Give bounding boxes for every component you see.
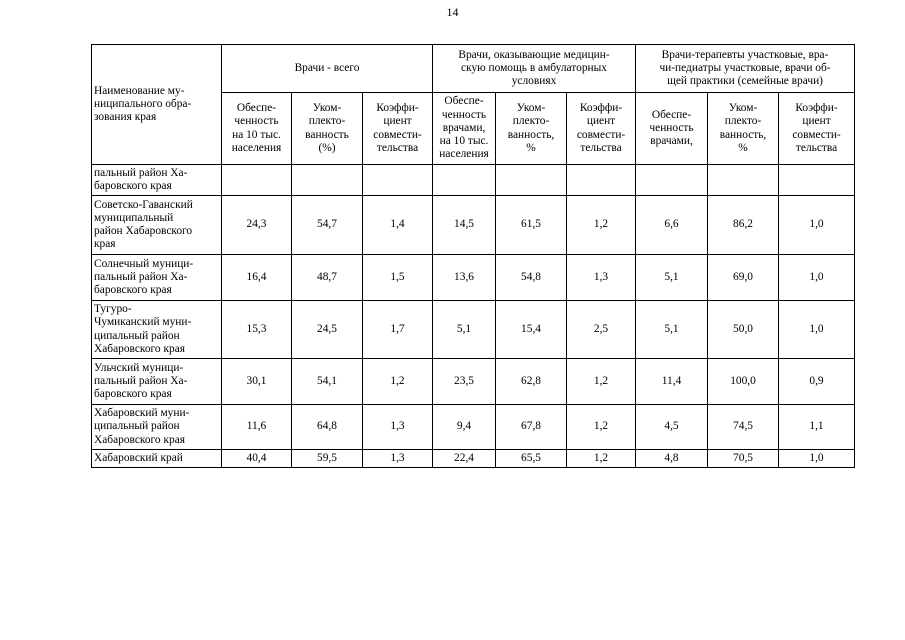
table-cell: 64,8 xyxy=(292,405,363,450)
table-cell: 15,4 xyxy=(496,301,567,359)
subheader: Уком- плекто- ванность, % xyxy=(708,93,779,165)
table-cell: 30,1 xyxy=(222,359,292,405)
table-cell: 6,6 xyxy=(636,196,708,255)
table-cell: 1,0 xyxy=(779,196,855,255)
table-cell: 13,6 xyxy=(433,255,496,301)
table-cell: 61,5 xyxy=(496,196,567,255)
table-cell: 59,5 xyxy=(292,450,363,468)
group-header-outpatient-doctors: Врачи, оказывающие медицин- скую помощь в амбулаторных условиях xyxy=(433,45,636,93)
table-cell: 54,1 xyxy=(292,359,363,405)
header-row-groups xyxy=(92,45,855,93)
table-cell: 69,0 xyxy=(708,255,779,301)
row-name: Солнечный муници- пальный район Ха- баровского края xyxy=(92,255,222,301)
table-cell: 2,5 xyxy=(567,301,636,359)
table-cell: 15,3 xyxy=(222,301,292,359)
table-cell: 1,3 xyxy=(363,405,433,450)
table-cell: 54,7 xyxy=(292,196,363,255)
table-cell: 1,4 xyxy=(363,196,433,255)
table-cell: 67,8 xyxy=(496,405,567,450)
table-cell: 1,1 xyxy=(779,405,855,450)
table-cell: 23,5 xyxy=(433,359,496,405)
table-cell: 50,0 xyxy=(708,301,779,359)
table-cell: 1,0 xyxy=(779,450,855,468)
table-cell: 1,5 xyxy=(363,255,433,301)
table-row-total xyxy=(92,450,855,468)
name-column-header: Наименование му- ниципального обра- зования края xyxy=(92,45,222,165)
table-row xyxy=(92,405,855,450)
row-name: пальный район Ха- баровского края xyxy=(92,165,222,196)
subheader: Коэффи- циент совмести- тельства xyxy=(363,93,433,165)
table-cell: 1,0 xyxy=(779,255,855,301)
table-cell: 62,8 xyxy=(496,359,567,405)
table-cell: 1,2 xyxy=(567,405,636,450)
subheader: Обеспе- ченность врачами, xyxy=(636,93,708,165)
table-cell: 1,7 xyxy=(363,301,433,359)
table-cell: 0,9 xyxy=(779,359,855,405)
subheader: Коэффи- циент совмести- тельства xyxy=(567,93,636,165)
table-cell: 1,2 xyxy=(567,196,636,255)
subheader: Обеспе- ченность врачами, на 10 тыс. населения xyxy=(433,93,496,165)
table-cell: 54,8 xyxy=(496,255,567,301)
group-header-district-doctors: Врачи-терапевты участковые, вра- чи-педиатры участковые, врачи об- щей практики (семейные врачи) xyxy=(636,45,855,93)
table-cell: 14,5 xyxy=(433,196,496,255)
table-cell: 22,4 xyxy=(433,450,496,468)
subheader: Уком- плекто- ванность, % xyxy=(496,93,567,165)
group-header-all-doctors: Врачи - всего xyxy=(222,45,433,93)
table-cell: 11,4 xyxy=(636,359,708,405)
table-row xyxy=(92,359,855,405)
table-row xyxy=(92,301,855,359)
subheader: Коэффи- циент совмести- тельства xyxy=(779,93,855,165)
table-row xyxy=(92,255,855,301)
table-cell: 100,0 xyxy=(708,359,779,405)
continuation-row xyxy=(92,165,855,196)
table-cell: 4,8 xyxy=(636,450,708,468)
table-cell: 24,3 xyxy=(222,196,292,255)
subheader: Уком- плекто- ванность (%) xyxy=(292,93,363,165)
table-cell: 4,5 xyxy=(636,405,708,450)
table-cell: 65,5 xyxy=(496,450,567,468)
page-number: 14 xyxy=(446,5,459,19)
row-name: Хабаровский край xyxy=(92,450,222,468)
table-cell: 24,5 xyxy=(292,301,363,359)
row-name: Хабаровский муни- ципальный район Хабаровского края xyxy=(92,405,222,450)
table-cell: 1,2 xyxy=(363,359,433,405)
table-row xyxy=(92,196,855,255)
table-cell: 86,2 xyxy=(708,196,779,255)
table-cell: 1,2 xyxy=(567,450,636,468)
table-cell: 5,1 xyxy=(636,255,708,301)
table-cell: 1,2 xyxy=(567,359,636,405)
table-cell: 11,6 xyxy=(222,405,292,450)
statistics-table xyxy=(91,44,855,468)
table-cell: 16,4 xyxy=(222,255,292,301)
table-cell: 70,5 xyxy=(708,450,779,468)
row-name: Советско-Гаванский муниципальный район Хабаровского края xyxy=(92,196,222,255)
subheader: Обеспе- ченность на 10 тыс. населения xyxy=(222,93,292,165)
table-cell: 9,4 xyxy=(433,405,496,450)
table-cell: 74,5 xyxy=(708,405,779,450)
table-cell: 40,4 xyxy=(222,450,292,468)
table-cell: 5,1 xyxy=(433,301,496,359)
row-name: Тугуро- Чумиканский муни- ципальный район Хабаровского края xyxy=(92,301,222,359)
table-cell: 5,1 xyxy=(636,301,708,359)
table-cell: 48,7 xyxy=(292,255,363,301)
table-cell: 1,3 xyxy=(567,255,636,301)
row-name: Ульчский муници- пальный район Ха- баровского края xyxy=(92,359,222,405)
table-cell: 1,0 xyxy=(779,301,855,359)
table-cell: 1,3 xyxy=(363,450,433,468)
